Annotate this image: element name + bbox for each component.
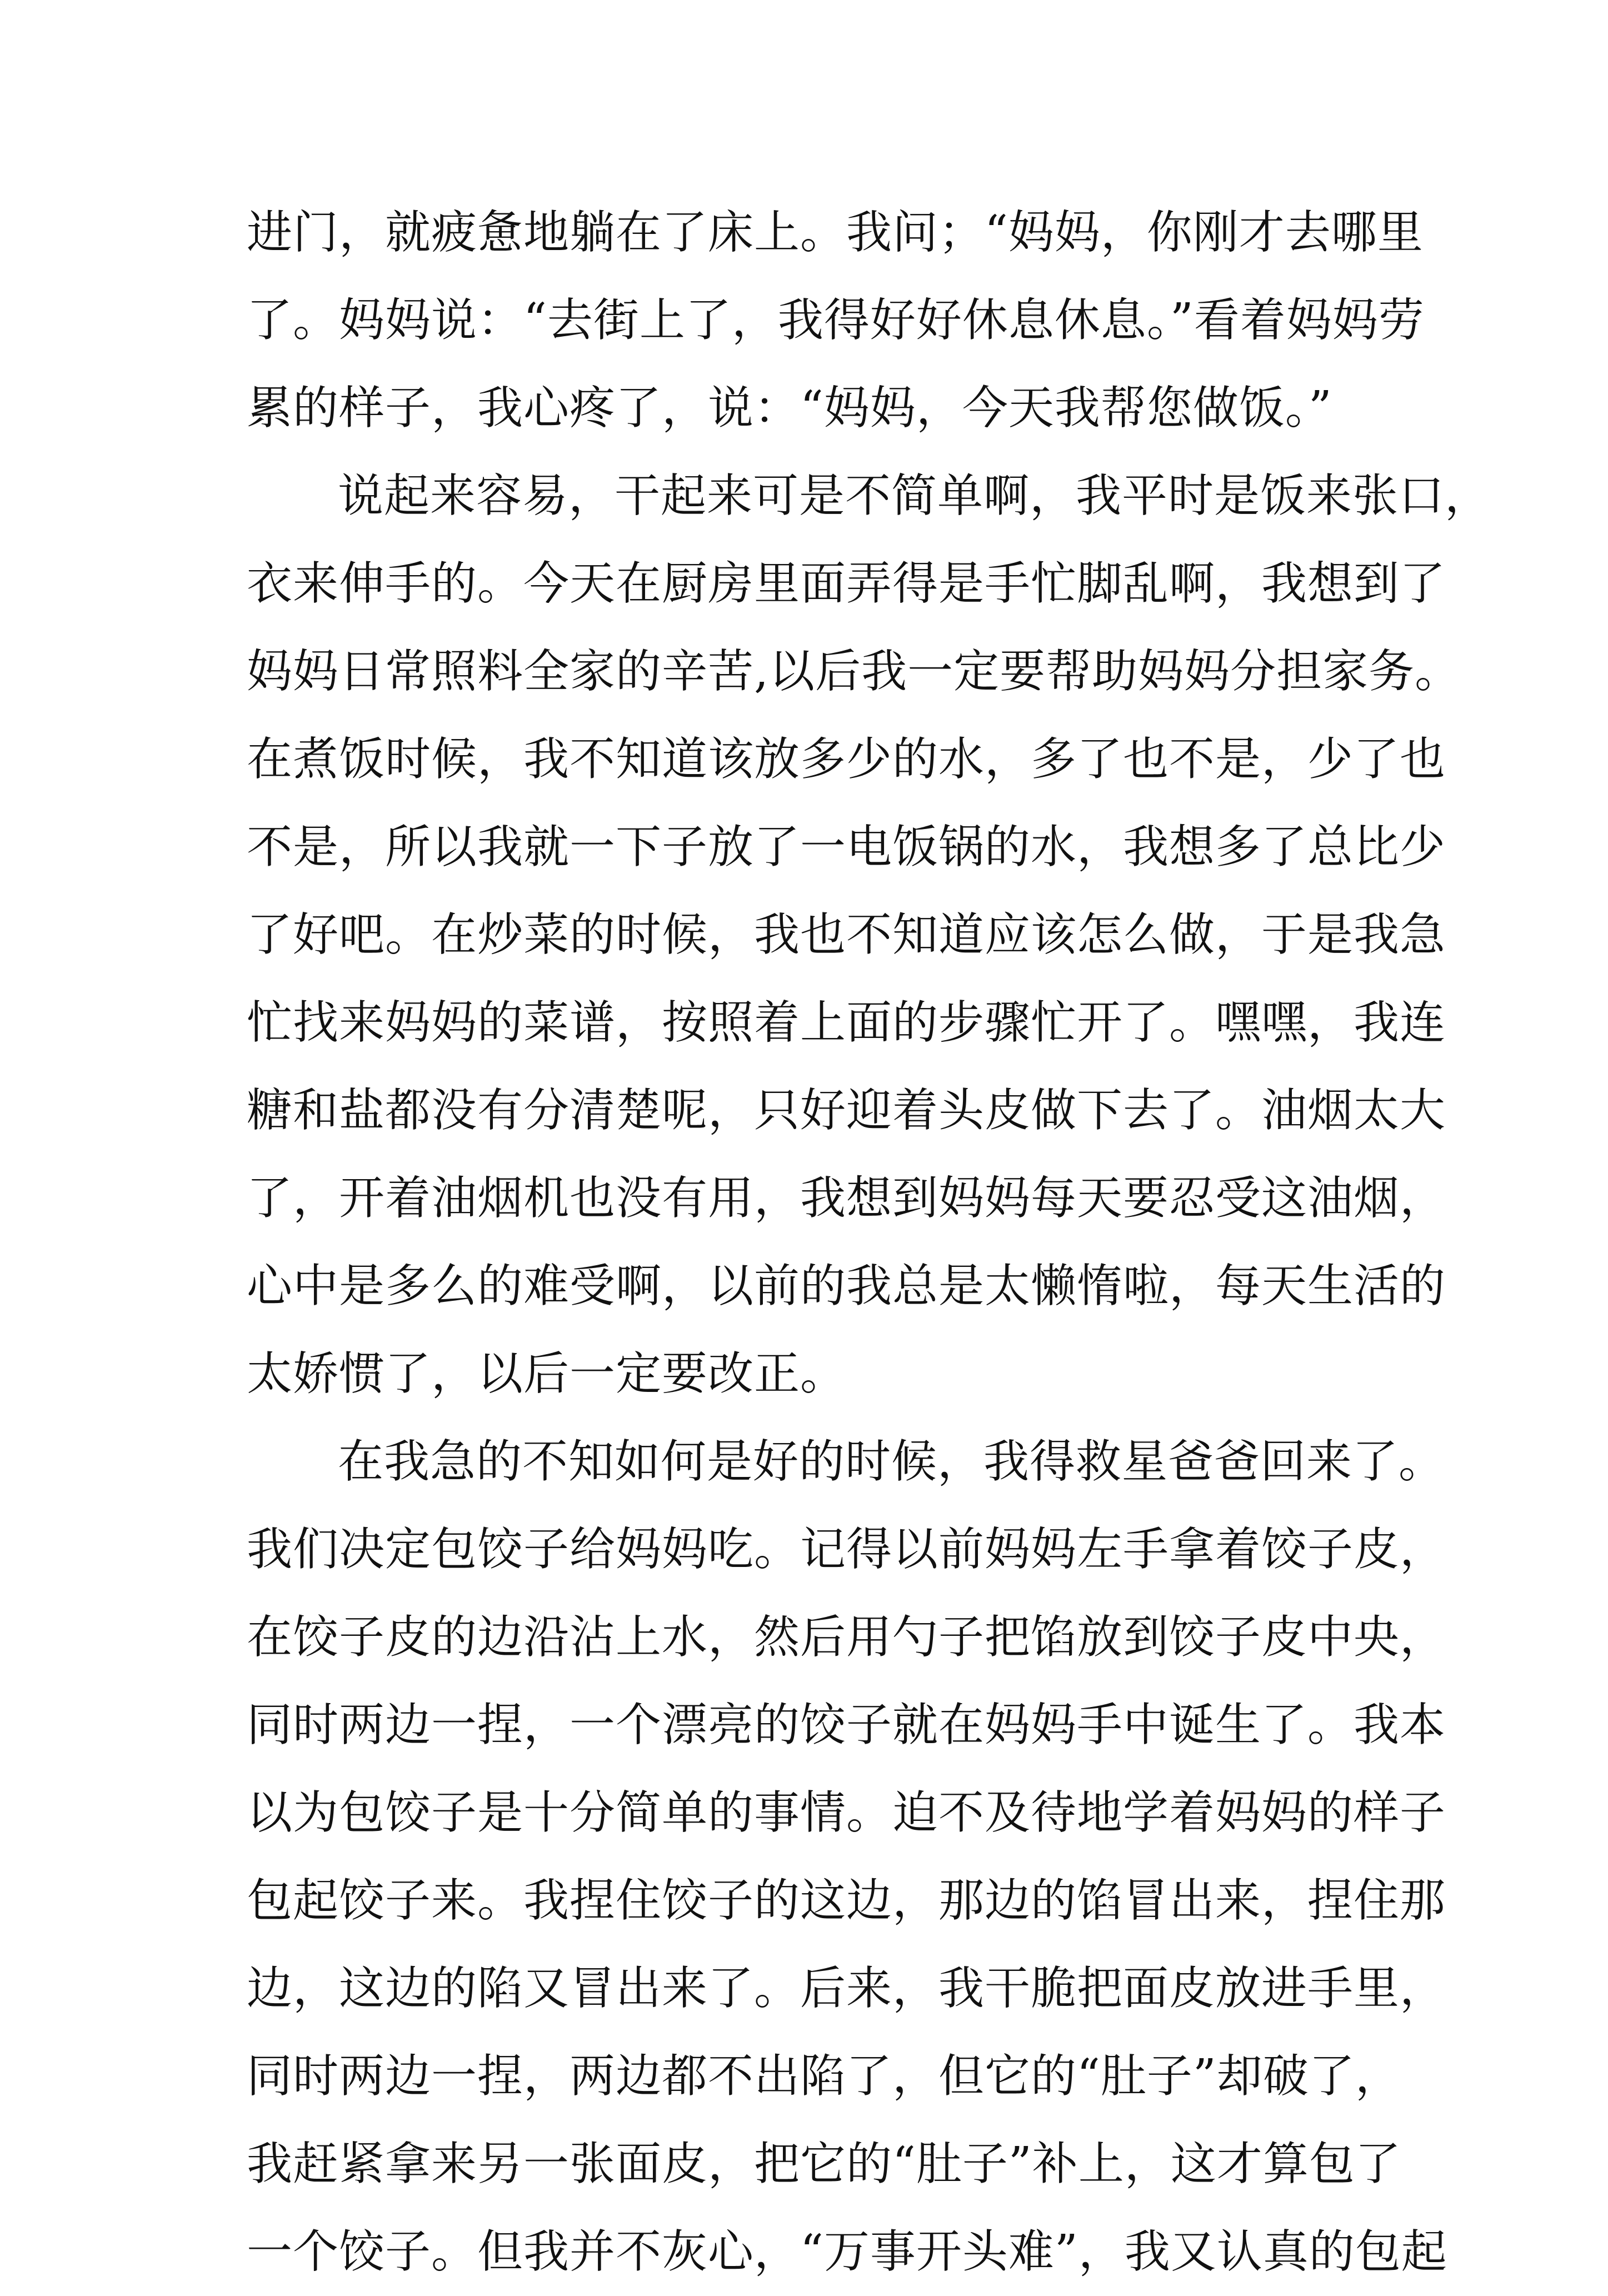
text-line: 心中是多么的难受啊，以前的我总是太懒惰啦，每天生活的 — [247, 1260, 1446, 1312]
text-line: 了，开着油烟机也没有用，我想到妈妈每天要忍受这油烟， — [247, 1172, 1446, 1225]
text-line: 了。妈妈说：“去街上了，我得好好休息休息。”看着妈妈劳 — [247, 294, 1425, 347]
text-line: 在饺子皮的边沿沾上水，然后用勺子把馅放到饺子皮中央， — [247, 1611, 1446, 1664]
text-line: 进门，就疲惫地躺在了床上。我问；“妈妈，你刚才去哪里 — [247, 206, 1424, 259]
text-line: 累的样子，我心疼了，说：“妈妈，今天我帮您做饭。” — [247, 382, 1332, 435]
text-line: 我们决定包饺子给妈妈吃。记得以前妈妈左手拿着饺子皮， — [247, 1523, 1446, 1576]
text-line: 说起来容易，干起来可是不简单啊，我平时是饭来张口， — [338, 470, 1491, 522]
text-line: 同时两边一捏，一个漂亮的饺子就在妈妈手中诞生了。我本 — [247, 1699, 1446, 1751]
text-line: 太娇惯了，以后一定要改正。 — [247, 1347, 847, 1400]
text-line: 一个饺子。但我并不灰心，“万事开头难”，我又认真的包起 — [247, 2225, 1447, 2278]
text-line: 不是，所以我就一下子放了一电饭锅的水，我想多了总比少 — [247, 821, 1446, 874]
text-line: 包起饺子来。我捏住饺子的这边，那边的馅冒出来，捏住那 — [247, 1874, 1446, 1927]
text-line: 妈妈日常照料全家的辛苦,以后我一定要帮助妈妈分担家务。 — [247, 645, 1461, 698]
text-line: 了好吧。在炒菜的时候，我也不知道应该怎么做，于是我急 — [247, 909, 1446, 961]
text-line: 同时两边一捏，两边都不出陷了，但它的“肚子”却破了， — [247, 2050, 1401, 2103]
text-line: 以为包饺子是十分简单的事情。迫不及待地学着妈妈的样子 — [247, 1786, 1446, 1839]
text-line: 在煮饭时候，我不知道该放多少的水，多了也不是，少了也 — [247, 733, 1446, 786]
text-line: 我赶紧拿来另一张面皮，把它的“肚子”补上，这才算包了 — [247, 2138, 1401, 2190]
text-line: 在我急的不知如何是好的时候，我得救星爸爸回来了。 — [338, 1435, 1445, 1488]
text-line: 忙找来妈妈的菜谱，按照着上面的步骤忙开了。嘿嘿，我连 — [247, 996, 1446, 1049]
text-line: 衣来伸手的。今天在厨房里面弄得是手忙脚乱啊，我想到了 — [247, 557, 1446, 610]
text-line: 边，这边的陷又冒出来了。后来，我干脆把面皮放进手里， — [247, 1962, 1446, 2015]
text-line: 糖和盐都没有分清楚呢，只好迎着头皮做下去了。油烟太大 — [247, 1084, 1446, 1137]
body-text — [247, 189, 1491, 2296]
